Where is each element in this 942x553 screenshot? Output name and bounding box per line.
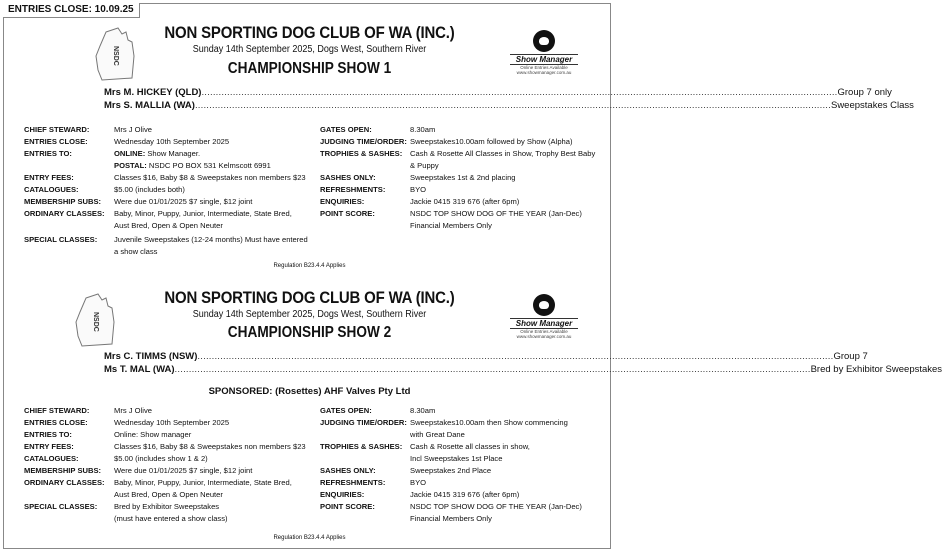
field-label: MEMBERSHIP SUBS: bbox=[24, 466, 102, 475]
field-value: Classes $16, Baby $8 & Sweepstakes non members $23 bbox=[114, 173, 306, 182]
field-value: Juvenile Sweepstakes (12-24 months) Must have entered bbox=[114, 235, 308, 244]
field-value: Cash & Rosette all classes in show, bbox=[410, 442, 530, 451]
field-label: SASHES ONLY: bbox=[320, 466, 376, 475]
field-label: CATALOGUES: bbox=[24, 454, 79, 463]
field-value: with Great Dane bbox=[410, 430, 465, 439]
field-value: BYO bbox=[410, 185, 427, 194]
field-label: ENQUIRIES: bbox=[320, 197, 365, 206]
field-label: ENTRY FEES: bbox=[24, 442, 74, 451]
field-label: ENTRIES CLOSE: bbox=[24, 418, 88, 427]
field-label: CATALOGUES: bbox=[24, 185, 79, 194]
sponsor-line: SPONSORED: (Rosettes) AHF Valves Pty Ltd bbox=[208, 386, 411, 397]
field-value: Mrs J Olive bbox=[114, 406, 152, 415]
field-value: Were due 01/01/2025 $7 single, $12 joint bbox=[114, 466, 253, 475]
field-value: Jackie 0415 319 676 (after 6pm) bbox=[410, 490, 520, 499]
show-manager-logo: Show Manager Online Entries Available www.showmanager.com.au bbox=[510, 294, 578, 339]
field-value: Wednesday 10th September 2025 bbox=[114, 137, 230, 146]
field-label: ENTRY FEES: bbox=[24, 173, 74, 182]
field-label: POINT SCORE: bbox=[320, 209, 375, 218]
club-name: NON SPORTING DOG CLUB OF WA (INC.) bbox=[164, 288, 455, 307]
field-value: & Puppy bbox=[410, 161, 439, 170]
field-value: Sweepstakes10.00am then Show commencing bbox=[410, 418, 568, 427]
field-label: ENTRIES CLOSE: bbox=[24, 137, 88, 146]
field-value: Baby, Minor, Puppy, Junior, Intermediate, State Bred, bbox=[114, 478, 292, 487]
field-value: ONLINE: Show Manager. bbox=[114, 149, 201, 158]
field-label: CHIEF STEWARD: bbox=[24, 125, 90, 134]
field-value: a show class bbox=[114, 247, 158, 256]
field-value: Were due 01/01/2025 $7 single, $12 joint bbox=[114, 197, 253, 206]
field-value: $5.00 (includes show 1 & 2) bbox=[114, 454, 208, 463]
field-value: Sweepstakes 2nd Place bbox=[410, 466, 492, 475]
judge-row: Mrs C. TIMMS (NSW) ................................................................................................................................................................................................................................ Group 7 bbox=[104, 351, 868, 362]
field-label: ENTRIES TO: bbox=[24, 430, 72, 439]
judge-row: Ms T. MAL (WA) ................................................................................................................................................................................................................................ Bred by Exhibitor Sweepstakes bbox=[104, 364, 942, 375]
field-value: Financial Members Only bbox=[410, 221, 492, 230]
field-label: TROPHIES & SASHES: bbox=[320, 442, 403, 451]
field-label: ORDINARY CLASSES: bbox=[24, 209, 105, 218]
svg-text:NSDC: NSDC bbox=[112, 46, 119, 66]
field-label: SASHES ONLY: bbox=[320, 173, 376, 182]
field-value: POSTAL: NSDC PO BOX 531 Kelmscott 6991 bbox=[114, 161, 271, 170]
judge-row: Mrs M. HICKEY (QLD) ................................................................................................................................................................................................................................ Group 7 only bbox=[104, 87, 892, 98]
entries-close-banner: ENTRIES CLOSE: 10.09.25 bbox=[3, 3, 140, 18]
field-value: Financial Members Only bbox=[410, 514, 492, 523]
show-manager-logo: Show Manager Online Entries Available www.showmanager.com.au bbox=[510, 30, 578, 75]
field-value: NSDC TOP SHOW DOG OF THE YEAR (Jan-Dec) bbox=[410, 209, 582, 218]
field-label: SPECIAL CLASSES: bbox=[24, 235, 98, 244]
field-label: POINT SCORE: bbox=[320, 502, 375, 511]
field-value: Baby, Minor, Puppy, Junior, Intermediate, State Bred, bbox=[114, 209, 292, 218]
svg-text:NSDC: NSDC bbox=[92, 312, 99, 332]
field-value: Aust Bred, Open & Open Neuter bbox=[114, 221, 223, 230]
field-label: REFRESHMENTS: bbox=[320, 478, 386, 487]
field-value: Wednesday 10th September 2025 bbox=[114, 418, 230, 427]
field-value: Cash & Rosette All Classes in Show, Trophy Best Baby bbox=[410, 149, 596, 158]
field-label: ORDINARY CLASSES: bbox=[24, 478, 105, 487]
field-value: 8.30am bbox=[410, 406, 436, 415]
field-value: BYO bbox=[410, 478, 427, 487]
date-venue: Sunday 14th September 2025, Dogs West, Southern River bbox=[192, 44, 427, 55]
field-value: 8.30am bbox=[410, 125, 436, 134]
field-label: JUDGING TIME/ORDER: bbox=[320, 418, 407, 427]
field-value: (must have entered a show class) bbox=[114, 514, 228, 523]
field-value: Mrs J Olive bbox=[114, 125, 152, 134]
field-label: JUDGING TIME/ORDER: bbox=[320, 137, 407, 146]
show-title: CHAMPIONSHIP SHOW 1 bbox=[227, 60, 392, 77]
field-value: Sweepstakes 1st & 2nd placing bbox=[410, 173, 516, 182]
field-label: CHIEF STEWARD: bbox=[24, 406, 90, 415]
field-label: SPECIAL CLASSES: bbox=[24, 502, 98, 511]
date-venue: Sunday 14th September 2025, Dogs West, Southern River bbox=[192, 309, 427, 320]
field-label: REFRESHMENTS: bbox=[320, 185, 386, 194]
field-value: Bred by Exhibitor Sweepstakes bbox=[114, 502, 220, 511]
show-title: CHAMPIONSHIP SHOW 2 bbox=[227, 324, 392, 341]
field-label: ENQUIRIES: bbox=[320, 490, 365, 499]
field-value: NSDC TOP SHOW DOG OF THE YEAR (Jan-Dec) bbox=[410, 502, 582, 511]
field-value: Aust Bred, Open & Open Neuter bbox=[114, 490, 223, 499]
field-label: TROPHIES & SASHES: bbox=[320, 149, 403, 158]
field-value: Sweepstakes10.00am followed by Show (Alpha) bbox=[410, 137, 573, 146]
judge-row: Mrs S. MALLIA (WA) ................................................................................................................................................................................................................................ Sweepstakes Class bbox=[104, 100, 914, 111]
field-label: GATES OPEN: bbox=[320, 406, 372, 415]
field-value: $5.00 (includes both) bbox=[114, 185, 185, 194]
regulation-note: Regulation B23.4.4 Applies bbox=[273, 535, 346, 541]
field-label: ENTRIES TO: bbox=[24, 149, 72, 158]
field-value: Classes $16, Baby $8 & Sweepstakes non members $23 bbox=[114, 442, 306, 451]
club-name: NON SPORTING DOG CLUB OF WA (INC.) bbox=[164, 23, 455, 42]
field-label: GATES OPEN: bbox=[320, 125, 372, 134]
field-value: Incl Sweepstakes 1st Place bbox=[410, 454, 503, 463]
field-value: Jackie 0415 319 676 (after 6pm) bbox=[410, 197, 520, 206]
regulation-note: Regulation B23.4.4 Applies bbox=[273, 263, 346, 269]
field-value: Online: Show manager bbox=[114, 430, 192, 439]
field-label: MEMBERSHIP SUBS: bbox=[24, 197, 102, 206]
